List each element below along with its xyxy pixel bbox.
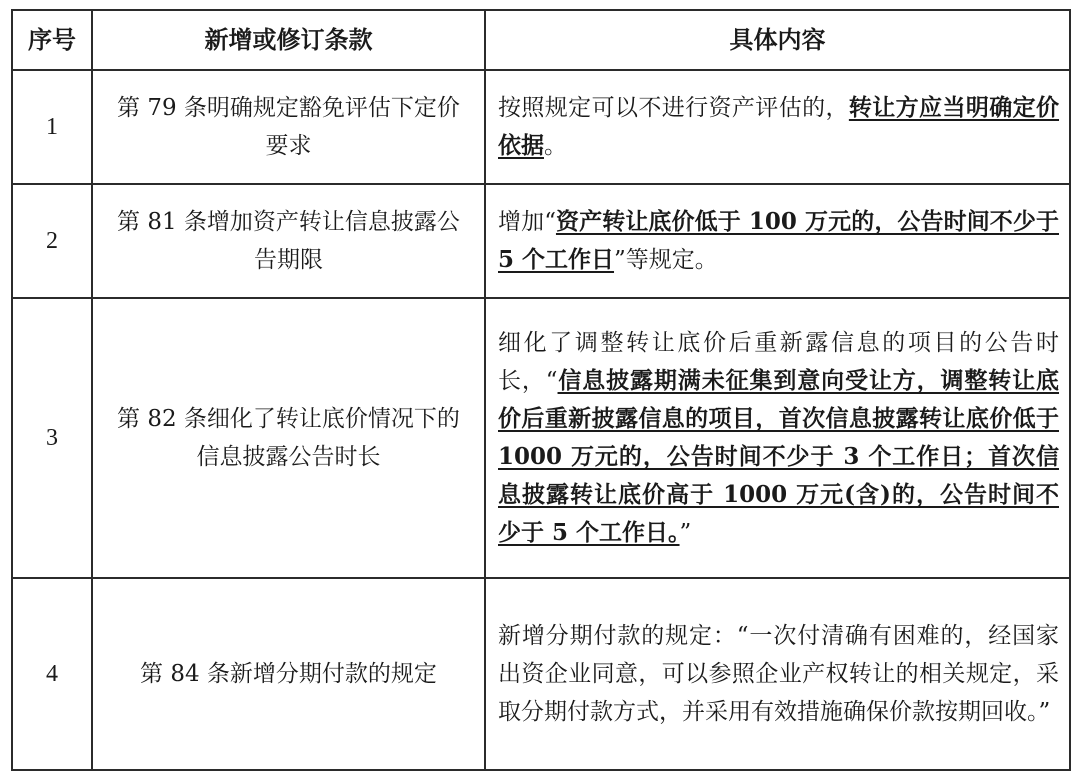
table-row xyxy=(12,70,1070,184)
row-number: 2 xyxy=(12,184,92,298)
content-emphasis: 信息披露期满未征集到意向受让方，调整转让底价后重新披露信息的项目，首次信息披露转让底价低于 1000 万元的，公告时间不少于 3 个工作日；首次信息披露转让底价高于 1000 万元(含)的，公告时间不少于 5 个工作日。 xyxy=(498,367,1060,546)
row-content xyxy=(485,184,1070,298)
content-text: ” xyxy=(679,520,692,546)
content-text: 按照规定可以不进行资产评估的， xyxy=(498,95,849,121)
row-clause: 第 79 条明确规定豁免评估下定价要求 xyxy=(92,70,485,184)
amendments-table xyxy=(11,9,1071,771)
row-number: 1 xyxy=(12,70,92,184)
row-content xyxy=(485,298,1070,578)
row-clause: 第 84 条新增分期付款的规定 xyxy=(92,578,485,770)
row-content xyxy=(485,70,1070,184)
header-clause: 新增或修订条款 xyxy=(92,10,485,70)
header-content: 具体内容 xyxy=(485,10,1070,70)
row-clause: 第 82 条细化了转让底价情况下的信息披露公告时长 xyxy=(92,298,485,578)
row-content xyxy=(485,578,1070,770)
content-text: 新增分期付款的规定：“一次付清确有困难的，经国家出资企业同意，可以参照企业产权转让的相关规定，采取分期付款方式，并采用有效措施确保价款按期回收。” xyxy=(498,623,1059,725)
content-emphasis: 资产转让底价低于 100 万元的，公告时间不少于 5 个工作日 xyxy=(498,208,1059,273)
content-text: 增加“ xyxy=(498,209,556,235)
row-number: 4 xyxy=(12,578,92,770)
content-text: 。 xyxy=(544,133,567,159)
table-header-row xyxy=(12,10,1070,70)
table-row xyxy=(12,578,1070,770)
content-emphasis: 转让方应当明确定价依据 xyxy=(498,94,1060,159)
table-row xyxy=(12,298,1070,578)
header-serial-number: 序号 xyxy=(12,10,92,70)
content-text: 细化了调整转让底价后重新露信息的项目的公告时长，“ xyxy=(498,330,1059,394)
row-clause: 第 81 条增加资产转让信息披露公告期限 xyxy=(92,184,485,298)
content-text: ”等规定。 xyxy=(614,247,718,273)
row-number: 3 xyxy=(12,298,92,578)
table-row xyxy=(12,184,1070,298)
